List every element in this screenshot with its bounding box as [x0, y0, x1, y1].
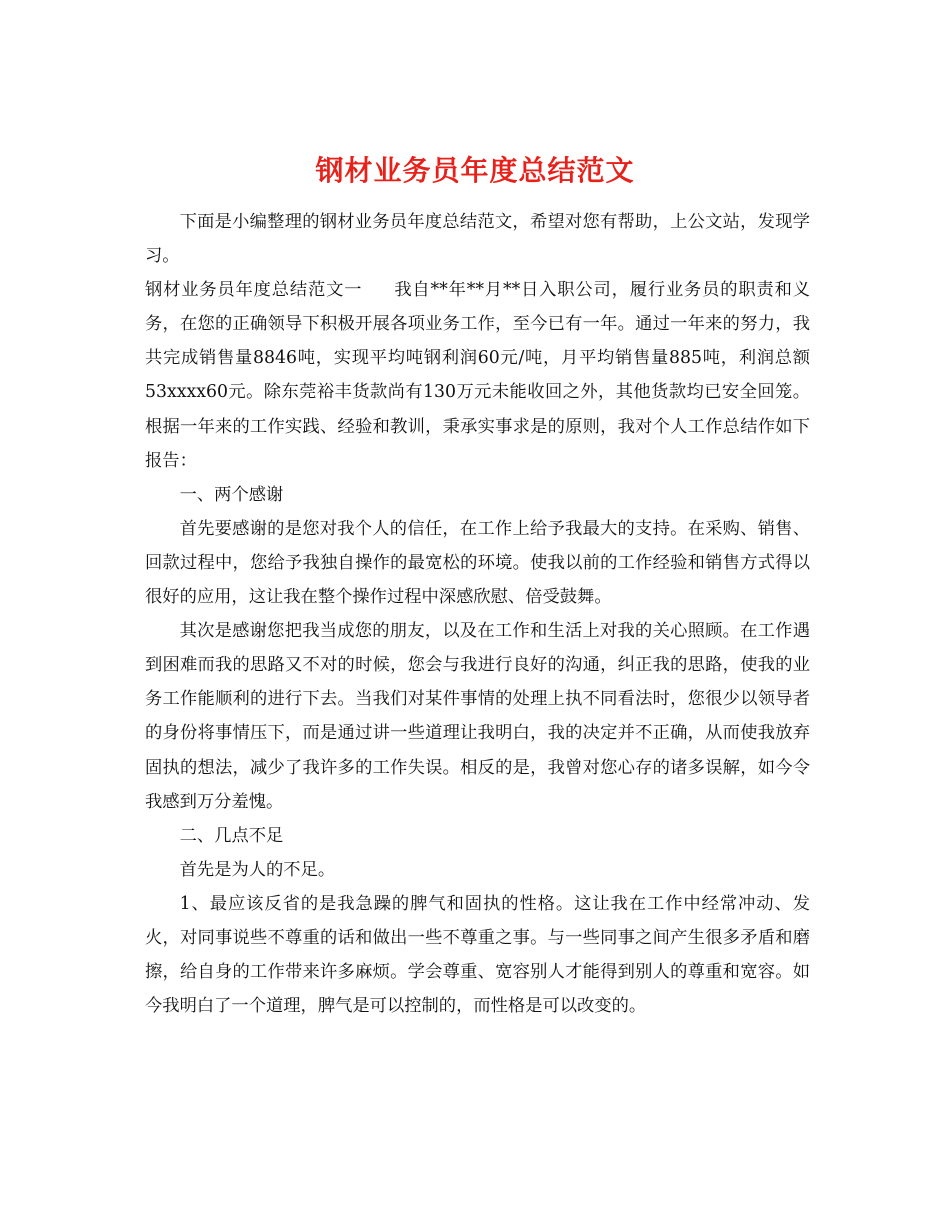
shortcoming-one-paragraph: 1、最应该反省的是我急躁的脾气和固执的性格。这让我在工作中经常冲动、发火，对同事说些不尊重的话和做出一些不尊重之事。与一些同事之间产生很多矛盾和磨擦，给自身的工作带来许多麻烦。学会尊重、宽容别人才能得到别人的尊重和宽容。如今我明白了一个道理，脾气是可以控制的，而性格是可以改变的。 [145, 893, 810, 1017]
section-one-heading: 钢材业务员年度总结范文一 [145, 280, 363, 301]
document-title: 钢材业务员年度总结范文 [315, 153, 635, 187]
document-body [145, 205, 810, 1023]
section-one-body: 我自**年**月**日入职公司，履行业务员的职责和义务，在您的正确领导下积极开展各项业务工作，至今已有一年。通过一年来的努力，我共完成销售量8846吨，实现平均吨钢利润60元/吨，月平均销售量885吨，利润总额53xxxx60元。除东莞裕丰货款尚有130万元未能收回之外，其他货款均已安全回笼。根据一年来的工作实践、经验和教训，秉承实事求是的原则，我对个人工作总结作如下报告： [145, 280, 810, 471]
thanks-second-paragraph: 其次是感谢您把我当成您的朋友，以及在工作和生活上对我的关心照顾。在工作遇到困难而我的思路又不对的时候，您会与我进行良好的沟通，纠正我的思路，使我的业务工作能顺利的进行下去。当我们对某件事情的处理上执不同看法时，您很少以领导者的身份将事情压下，而是通过讲一些道理让我明白，我的决定并不正确，从而使我放弃固执的想法，减少了我许多的工作失误。相反的是，我曾对您心存的诸多误解，如今令我感到万分羞愧。 [145, 621, 810, 812]
heading-shortcomings: 二、几点不足 [179, 825, 284, 846]
heading-thanks: 一、两个感谢 [179, 484, 284, 505]
intro-paragraph: 下面是小编整理的钢材业务员年度总结范文，希望对您有帮助，上公文站，发现学习。 [145, 212, 810, 267]
section-one-paragraph [145, 273, 810, 478]
thanks-first-paragraph: 首先要感谢的是您对我个人的信任，在工作上给予我最大的支持。在采购、销售、回款过程中，您给予我独自操作的最宽松的环境。使我以前的工作经验和销售方式得以很好的应用，这让我在整个操作过程中深感欣慰、倍受鼓舞。 [145, 518, 810, 608]
shortcoming-person-paragraph: 首先是为人的不足。 [179, 859, 336, 880]
